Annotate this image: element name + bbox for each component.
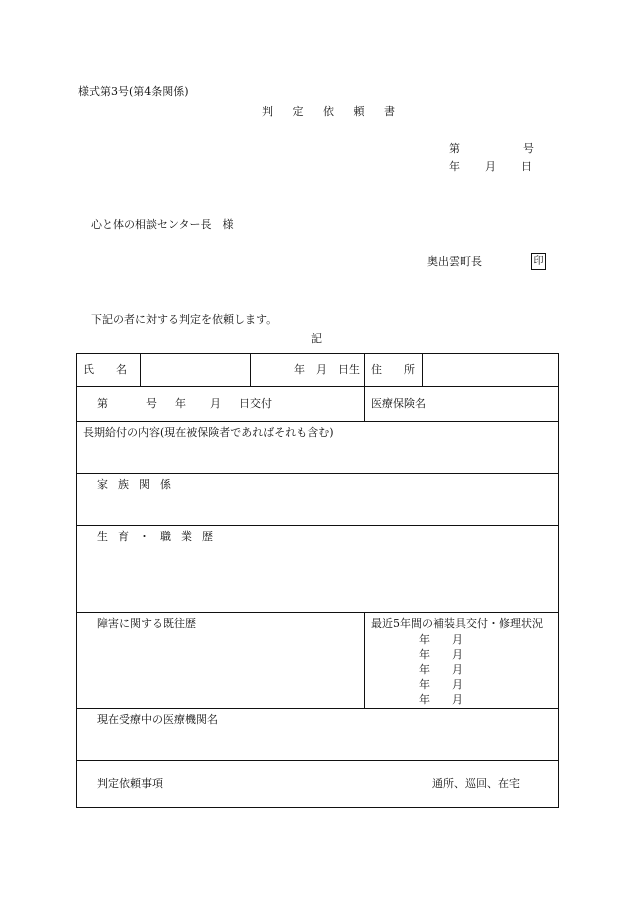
family-label: 家族関係	[97, 478, 181, 492]
device-year-row: 年 月	[419, 633, 463, 647]
date-day: 日	[521, 160, 532, 173]
row-techo	[77, 387, 559, 422]
history-field[interactable]	[77, 612, 365, 708]
techo-nen: 年	[175, 397, 186, 411]
techo-tsuki: 月	[210, 397, 221, 411]
seal-mark: 印	[531, 253, 546, 270]
institution-label: 現在受療中の医療機関名	[97, 712, 218, 726]
row-pension	[77, 422, 559, 474]
row-history	[77, 612, 559, 708]
device-year-row: 年 月	[419, 693, 463, 707]
doc-number-prefix: 第	[449, 142, 460, 155]
dob-field[interactable]: 年 月 日生	[251, 354, 365, 387]
row-judgement	[77, 760, 559, 807]
techo-hi: 日交付	[239, 397, 272, 411]
address-label: 住 所	[365, 354, 423, 387]
row-career	[77, 526, 559, 612]
insurance-field[interactable]	[365, 387, 559, 422]
judgement-label: 判定依頼事項	[97, 777, 163, 791]
form-id: 様式第3号(第4条関係)	[78, 85, 189, 98]
pension-field[interactable]	[77, 422, 559, 474]
career-label: 生育・職業歴	[97, 530, 223, 544]
institution-field[interactable]	[77, 708, 559, 760]
techo-gou: 号	[146, 397, 157, 411]
pension-label: 長期給付の内容(現在被保険者であればそれも含む)	[83, 426, 334, 440]
device-year-row: 年 月	[419, 663, 463, 677]
date-month: 月	[485, 160, 496, 173]
devices-year-list	[371, 632, 558, 707]
judgement-options: 通所、巡回、在宅	[432, 777, 520, 791]
row-name	[77, 354, 559, 387]
addressee: 心と体の相談センター長 様	[91, 218, 234, 231]
techo-field[interactable]	[77, 387, 365, 422]
insurance-label: 医療保険名	[371, 397, 426, 411]
devices-field[interactable]	[365, 612, 559, 708]
row-family	[77, 474, 559, 526]
devices-label: 最近5年間の補装具交付・修理状況	[371, 616, 543, 630]
name-label: 氏 名	[77, 354, 141, 387]
judgement-field[interactable]	[77, 760, 559, 807]
device-year-row: 年 月	[419, 648, 463, 662]
row-institution	[77, 708, 559, 760]
device-year-row: 年 月	[419, 678, 463, 692]
doc-number-suffix: 号	[523, 142, 534, 155]
techo-dai: 第	[97, 397, 108, 411]
ki-mark: 記	[311, 332, 322, 345]
date-year: 年	[449, 160, 460, 173]
history-label: 障害に関する既往歴	[97, 616, 196, 630]
document-title: 判 定 依 頼 書	[262, 105, 403, 118]
address-field[interactable]	[423, 354, 559, 387]
name-field[interactable]	[141, 354, 251, 387]
career-field[interactable]	[77, 526, 559, 612]
family-field[interactable]	[77, 474, 559, 526]
request-text: 下記の者に対する判定を依頼します。	[91, 313, 278, 326]
request-form-table	[76, 353, 559, 808]
sender: 奥出雲町長	[427, 255, 482, 268]
